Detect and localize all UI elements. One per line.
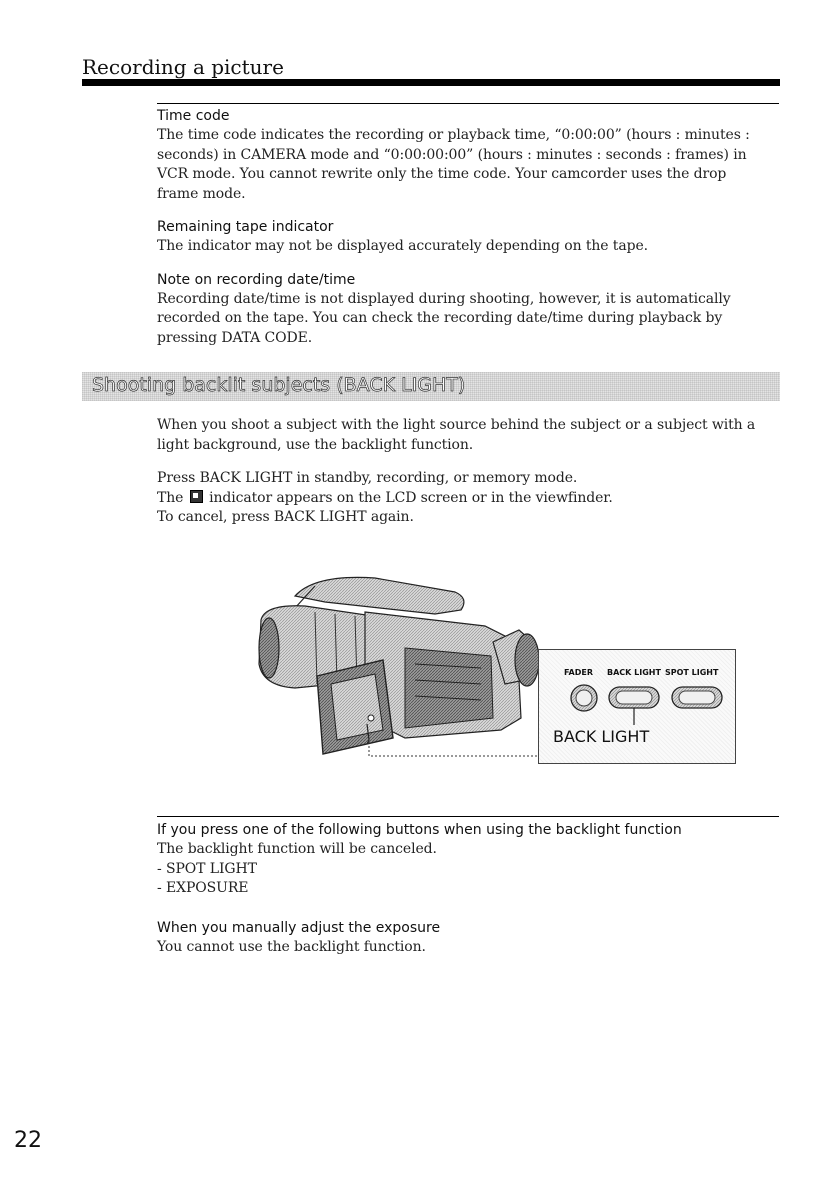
back-light-button-face-icon <box>616 691 652 704</box>
press-buttons-line: The backlight function will be canceled. <box>157 841 437 857</box>
time-code-heading: Time code <box>157 108 230 124</box>
date-time-line: pressing DATA CODE. <box>157 329 313 346</box>
remaining-tape-line: The indicator may not be displayed accurately depending on the tape. <box>157 238 648 254</box>
step-line: Press BACK LIGHT in standby, recording, or memory mode. <box>157 470 578 486</box>
manual-exposure-line: You cannot use the backlight function. <box>157 938 426 955</box>
intro-line: When you shoot a subject with the light source behind the subject or a subject with a <box>157 417 756 433</box>
manual-exposure-heading: When you manually adjust the exposure <box>157 919 441 936</box>
time-code-line: seconds) in CAMERA mode and “0:00:00:00” (hours : minutes : seconds : frames) in <box>157 146 747 163</box>
section-banner <box>82 372 780 401</box>
step-line <box>157 489 779 509</box>
header-rule <box>82 79 780 86</box>
date-time-line: recorded on the tape. You can check the recording date/time during playback by <box>157 310 723 326</box>
page-number: 22 <box>14 1128 42 1153</box>
date-time-line: Recording date/time is not displayed during shooting, however, it is automatically <box>157 290 731 307</box>
press-buttons-line: - EXPOSURE <box>157 880 249 896</box>
step2-after: indicator appears on the LCD screen or in the viewfinder. <box>209 489 613 506</box>
section-title: Shooting backlit subjects (BACK LIGHT) <box>92 374 466 396</box>
step-line: To cancel, press BACK LIGHT again. <box>157 509 414 525</box>
fader-button-face-icon <box>576 690 592 706</box>
page-header-title: Recording a picture <box>82 55 284 79</box>
spot-light-button-face-icon <box>679 691 715 704</box>
time-code-line: The time code indicates the recording or playback time, “0:00:00” (hours : minutes : <box>157 127 750 143</box>
callout-label: BACK LIGHT <box>553 727 650 746</box>
backlight-indicator-icon <box>190 490 203 503</box>
notes-block-top <box>157 103 779 348</box>
spot-light-label: SPOT LIGHT <box>665 668 719 677</box>
remaining-tape-heading: Remaining tape indicator <box>157 219 334 235</box>
section-body <box>157 416 779 528</box>
time-code-line: VCR mode. You cannot rewrite only the time code. Your camcorder uses the drop <box>157 166 727 182</box>
intro-line: light background, use the backlight function. <box>157 436 474 453</box>
back-light-label: BACK LIGHT <box>607 668 661 677</box>
notes-block-bottom <box>157 816 779 957</box>
press-buttons-line: - SPOT LIGHT <box>157 860 257 877</box>
fader-label: FADER <box>564 668 594 677</box>
step2-before: The <box>157 489 184 506</box>
press-buttons-heading: If you press one of the following buttons when using the backlight function <box>157 822 682 838</box>
time-code-line: frame mode. <box>157 185 246 202</box>
date-time-heading: Note on recording date/time <box>157 271 356 288</box>
button-row-icon <box>539 650 735 725</box>
button-callout <box>538 649 736 764</box>
camcorder-figure <box>255 568 745 778</box>
